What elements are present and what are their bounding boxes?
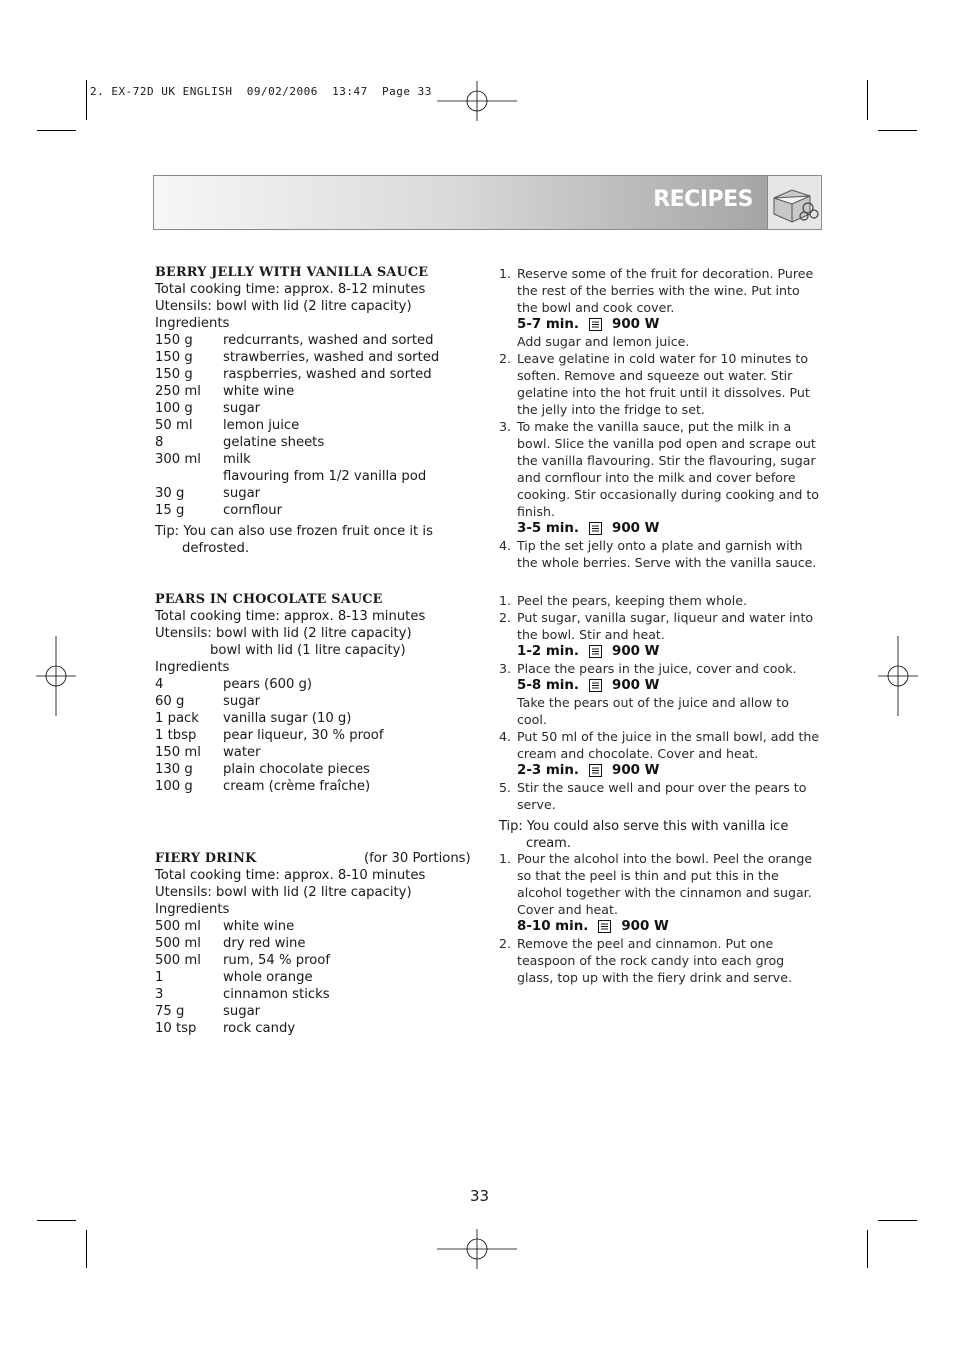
ingredient-row: 100 g sugar: [155, 401, 261, 416]
cooking-time: Total cooking time: approx. 8-12 minutes: [155, 282, 426, 297]
ingredient-row: 75 g sugar: [155, 1004, 261, 1019]
ingredients-label: Ingredients: [155, 902, 230, 917]
method-step: 3. Place the pears in the juice, cover and cook. 5-8 min. 900 W Take the pears out of the juice and allow to cool.: [499, 660, 821, 728]
utensils-secondary: bowl with lid (1 litre capacity): [210, 643, 406, 658]
registration-mark: [437, 81, 517, 121]
cooking-setting: 8-10 min. 900 W: [517, 919, 669, 934]
ingredient-row: 1 tbsp pear liqueur, 30 % proof: [155, 728, 384, 743]
printer-slug: 2. EX-72D UK ENGLISH 09/02/2006 13:47 Page 33: [90, 85, 432, 98]
recipe-heading: [155, 850, 475, 867]
crop-mark: [867, 80, 868, 120]
ingredients-label: Ingredients: [155, 316, 230, 331]
method-step: 2. Remove the peel and cinnamon. Put one teaspoon of the rock candy into each grog glass, top up with the fiery drink and serve.: [499, 936, 793, 985]
utensils: Utensils: bowl with lid (2 litre capacity): [155, 299, 412, 314]
recipe-card: [155, 850, 475, 1037]
cooking-setting: 3-5 min. 900 W: [517, 521, 660, 536]
ingredient-row: 500 ml white wine: [155, 919, 295, 934]
ingredient-row: 150 g redcurrants, washed and sorted: [155, 333, 434, 348]
ingredient-row: flavouring from 1/2 vanilla pod: [223, 469, 427, 484]
method-step: 1. Pour the alcohol into the bowl. Peel the orange so that the peel is thin and put this in the alcohol together with the cinnamon and sugar. Cover and heat. 8-10 min. 900 W: [499, 850, 821, 935]
section-title: RECIPES: [653, 187, 753, 212]
cooking-time: Total cooking time: approx. 8-10 minutes: [155, 868, 426, 883]
ingredient-row: 15 g cornflour: [155, 503, 283, 518]
ingredient-row: 10 tsp rock candy: [155, 1021, 296, 1036]
microwave-power-icon: [589, 764, 602, 777]
microwave-power-icon: [589, 679, 602, 692]
ingredient-row: 150 ml water: [155, 745, 261, 760]
method-step: 3. To make the vanilla sauce, put the milk in a bowl. Slice the vanilla pod open and scrape out the vanilla flavouring. Stir the flavouring, sugar and cornflour into the milk and cover before cooking. Stir occasionally during cooking and to finish. 3-5 min. 900 W: [499, 419, 819, 536]
recipe-tip: Tip: You can also use frozen fruit once it is defrosted.: [155, 524, 433, 556]
page-number: 33: [470, 1187, 490, 1205]
method-list: [499, 850, 821, 986]
ingredient-row: 150 g raspberries, washed and sorted: [155, 367, 432, 382]
utensils: Utensils: bowl with lid (2 litre capacity): [155, 885, 412, 900]
ingredient-row: 50 ml lemon juice: [155, 418, 300, 433]
crop-mark: [878, 130, 917, 131]
recipe-card: [155, 264, 475, 557]
registration-mark: [36, 636, 76, 716]
method-step: 4. Put 50 ml of the juice in the small bowl, add the cream and chocolate. Cover and heat. 2-3 min. 900 W: [499, 729, 820, 778]
method-step: 1. Reserve some of the fruit for decoration. Puree the rest of the berries with the wine. Put into the bowl and cook cover. 5-7 min. 900 W Add sugar and lemon juice.: [499, 265, 821, 350]
section-banner: [153, 175, 822, 230]
crop-mark: [878, 1220, 917, 1221]
utensils: Utensils: bowl with lid (2 litre capacity): [155, 626, 412, 641]
cooking-setting: 5-7 min. 900 W: [517, 317, 660, 332]
microwave-power-icon: [589, 318, 602, 331]
method-list: [499, 265, 821, 571]
microwave-power-icon: [589, 645, 602, 658]
recipe-title: BERRY JELLY WITH VANILLA SAUCE: [155, 265, 429, 280]
ingredient-row: 300 ml milk: [155, 452, 251, 467]
ingredient-row: 8 gelatine sheets: [155, 435, 325, 450]
ingredient-row: 500 ml dry red wine: [155, 936, 306, 951]
method-list: [499, 592, 821, 852]
ingredient-row: 3 cinnamon sticks: [155, 987, 330, 1002]
ingredient-row: 60 g sugar: [155, 694, 261, 709]
ingredient-row: 130 g plain chocolate pieces: [155, 762, 370, 777]
ingredient-row: 150 g strawberries, washed and sorted: [155, 350, 440, 365]
registration-mark: [437, 1229, 517, 1269]
ingredient-row: 1 pack vanilla sugar (10 g): [155, 711, 352, 726]
ingredients-label: Ingredients: [155, 660, 230, 675]
ingredient-row: 500 ml rum, 54 % proof: [155, 953, 330, 968]
microwave-power-icon: [589, 522, 602, 535]
method-step: 4. Tip the set jelly onto a plate and garnish with the whole berries. Serve with the vanilla sauce.: [499, 538, 817, 570]
ingredient-row: 4 pears (600 g): [155, 677, 313, 692]
method-step: 2. Put sugar, vanilla sugar, liqueur and water into the bowl. Stir and heat. 1-2 min. 900 W: [499, 609, 821, 660]
portions: (for 30 Portions): [364, 851, 471, 866]
method-step: 1. Peel the pears, keeping them whole.: [499, 593, 748, 608]
cooking-setting: 5-8 min. 900 W: [517, 678, 660, 693]
cooking-setting: 1-2 min. 900 W: [517, 644, 660, 659]
crop-mark: [86, 80, 87, 120]
crop-mark: [867, 1230, 868, 1268]
cooking-setting: 2-3 min. 900 W: [517, 763, 660, 778]
cake-dish-icon: [767, 176, 821, 229]
ingredient-row: 30 g sugar: [155, 486, 261, 501]
cooking-time: Total cooking time: approx. 8-13 minutes: [155, 609, 426, 624]
recipe-title: PEARS IN CHOCOLATE SAUCE: [155, 592, 383, 607]
method-step: 2. Leave gelatine in cold water for 10 minutes to soften. Remove and squeeze out water. Stir gelatine into the hot fruit until it dissolves. Put the jelly into the fridge to set.: [499, 351, 810, 417]
registration-mark: [878, 636, 918, 716]
recipe-tip: Tip: You could also serve this with vanilla ice cream.: [499, 819, 789, 851]
crop-mark: [86, 1230, 87, 1268]
method-step: 5. Stir the sauce well and pour over the pears to serve.: [499, 780, 807, 812]
crop-mark: [37, 1220, 76, 1221]
crop-mark: [37, 130, 76, 131]
recipe-title: FIERY DRINK: [155, 851, 257, 866]
microwave-power-icon: [598, 920, 611, 933]
ingredient-row: 250 ml white wine: [155, 384, 295, 399]
recipe-card: [155, 591, 475, 795]
ingredient-row: 1 whole orange: [155, 970, 313, 985]
ingredient-row: 100 g cream (crème fraîche): [155, 779, 371, 794]
